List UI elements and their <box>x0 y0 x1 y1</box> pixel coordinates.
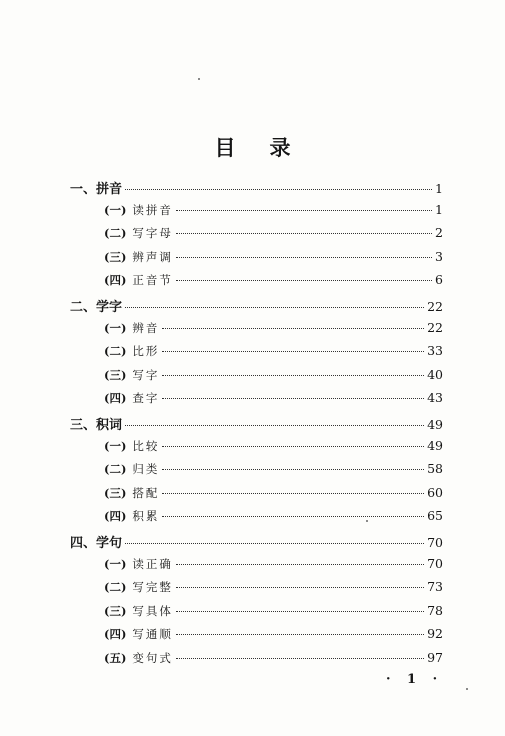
toc-section <box>104 650 443 670</box>
section-label <box>104 272 173 288</box>
toc-section <box>104 556 443 576</box>
section-page: 70 <box>427 555 443 571</box>
toc-section <box>104 343 443 363</box>
dot-leader <box>125 543 424 544</box>
toc-section <box>104 202 443 222</box>
dot-leader <box>162 398 424 399</box>
chapter-page: 70 <box>427 535 443 550</box>
chapter-label: 四、学句 <box>70 536 123 551</box>
dot-leader <box>162 328 424 329</box>
section-prefix: (二) <box>104 344 127 359</box>
section-title: 归类 <box>132 462 160 477</box>
section-page: 2 <box>435 225 443 241</box>
section-title: 正音节 <box>132 273 173 288</box>
dot-leader <box>176 611 424 612</box>
section-prefix: (三) <box>104 485 127 500</box>
dot-leader <box>125 425 424 426</box>
section-label <box>104 461 159 477</box>
dot-leader <box>162 446 424 447</box>
section-prefix: (五) <box>104 651 127 665</box>
scan-speck <box>198 78 200 80</box>
section-page: 65 <box>427 508 443 524</box>
toc-section <box>104 438 443 458</box>
section-label <box>104 650 173 666</box>
toc-chapter <box>70 414 443 434</box>
section-title: 搭配 <box>132 485 160 500</box>
section-prefix: (四) <box>104 627 127 642</box>
dot-leader <box>176 280 432 281</box>
section-title: 写通顺 <box>132 627 173 642</box>
toc-section <box>104 579 443 599</box>
section-page: 1 <box>435 201 443 217</box>
section-title: 写字母 <box>132 226 173 241</box>
dot-leader <box>176 233 432 234</box>
scan-speck <box>466 688 468 690</box>
toc-chapter <box>70 178 443 198</box>
section-label <box>104 508 159 524</box>
dot-leader <box>176 564 424 565</box>
dot-leader <box>176 587 424 588</box>
section-page: 97 <box>427 650 443 665</box>
section-page: 43 <box>427 390 443 406</box>
section-title: 读正确 <box>132 556 173 571</box>
section-label <box>104 367 159 383</box>
toc-section <box>104 390 443 410</box>
section-prefix: (四) <box>104 391 127 406</box>
dot-leader <box>176 210 432 211</box>
dot-leader <box>162 493 424 494</box>
chapter-page: 1 <box>435 181 443 196</box>
section-prefix: (三) <box>104 249 127 264</box>
section-prefix: (三) <box>104 603 127 618</box>
section-prefix: (一) <box>104 438 127 453</box>
section-prefix: (二) <box>104 462 127 477</box>
toc-section <box>104 485 443 505</box>
dot-leader <box>162 375 424 376</box>
section-prefix: (一) <box>104 556 127 571</box>
section-label <box>104 320 159 336</box>
toc-section <box>104 320 443 340</box>
section-page: 6 <box>435 272 443 288</box>
section-label <box>104 202 173 218</box>
toc-section <box>104 461 443 481</box>
page-title: 目录 <box>214 135 325 160</box>
section-page: 60 <box>427 484 443 500</box>
section-label <box>104 603 173 619</box>
section-title: 写具体 <box>132 603 173 618</box>
section-title: 辨音 <box>132 320 160 335</box>
toc-section <box>104 626 443 646</box>
section-label <box>104 556 173 572</box>
section-page: 49 <box>427 437 443 453</box>
section-title: 写完整 <box>132 580 173 595</box>
section-page: 3 <box>435 248 443 264</box>
dot-leader <box>176 658 424 659</box>
dot-leader <box>125 307 424 308</box>
section-prefix: (一) <box>104 320 127 335</box>
section-title: 读拼音 <box>132 202 173 217</box>
section-label <box>104 249 173 265</box>
section-page: 58 <box>427 461 443 477</box>
section-page: 33 <box>427 343 443 359</box>
toc-section <box>104 508 443 528</box>
section-title: 比较 <box>132 438 160 453</box>
section-title: 辨声调 <box>132 249 173 264</box>
chapter-label: 三、积词 <box>70 418 123 433</box>
section-prefix: (四) <box>104 509 127 524</box>
toc-section <box>104 225 443 245</box>
scan-speck <box>366 520 368 522</box>
toc-section <box>104 249 443 269</box>
section-title: 查字 <box>132 391 160 406</box>
toc-chapter <box>70 296 443 316</box>
section-title: 积累 <box>132 509 160 524</box>
section-prefix: (三) <box>104 367 127 382</box>
section-label <box>104 579 173 595</box>
section-title: 比形 <box>132 344 160 359</box>
section-prefix: (一) <box>104 202 127 217</box>
section-prefix: (二) <box>104 226 127 241</box>
section-label <box>104 390 159 406</box>
section-title: 变句式 <box>132 651 173 665</box>
dot-leader <box>176 634 424 635</box>
chapter-label: 一、拼音 <box>70 182 123 197</box>
section-label <box>104 343 159 359</box>
dot-leader <box>162 516 424 517</box>
section-page: 73 <box>427 579 443 595</box>
section-page: 78 <box>427 602 443 618</box>
section-page: 40 <box>427 366 443 382</box>
chapter-page: 49 <box>427 417 443 432</box>
section-prefix: (二) <box>104 580 127 595</box>
section-prefix: (四) <box>104 273 127 288</box>
toc-chapter <box>70 532 443 552</box>
section-page: 22 <box>427 319 443 335</box>
section-page: 92 <box>427 626 443 642</box>
dot-leader <box>125 189 432 190</box>
toc-section <box>104 603 443 623</box>
section-label <box>104 225 173 241</box>
chapter-label: 二、学字 <box>70 300 123 315</box>
section-label <box>104 626 173 642</box>
section-label <box>104 438 159 454</box>
page-number: · 1 · <box>386 672 444 687</box>
chapter-page: 22 <box>427 299 443 314</box>
dot-leader <box>162 469 424 470</box>
section-title: 写字 <box>132 367 160 382</box>
dot-leader <box>162 351 424 352</box>
section-label <box>104 485 159 501</box>
toc-section <box>104 272 443 292</box>
toc-section <box>104 367 443 387</box>
dot-leader <box>176 257 432 258</box>
